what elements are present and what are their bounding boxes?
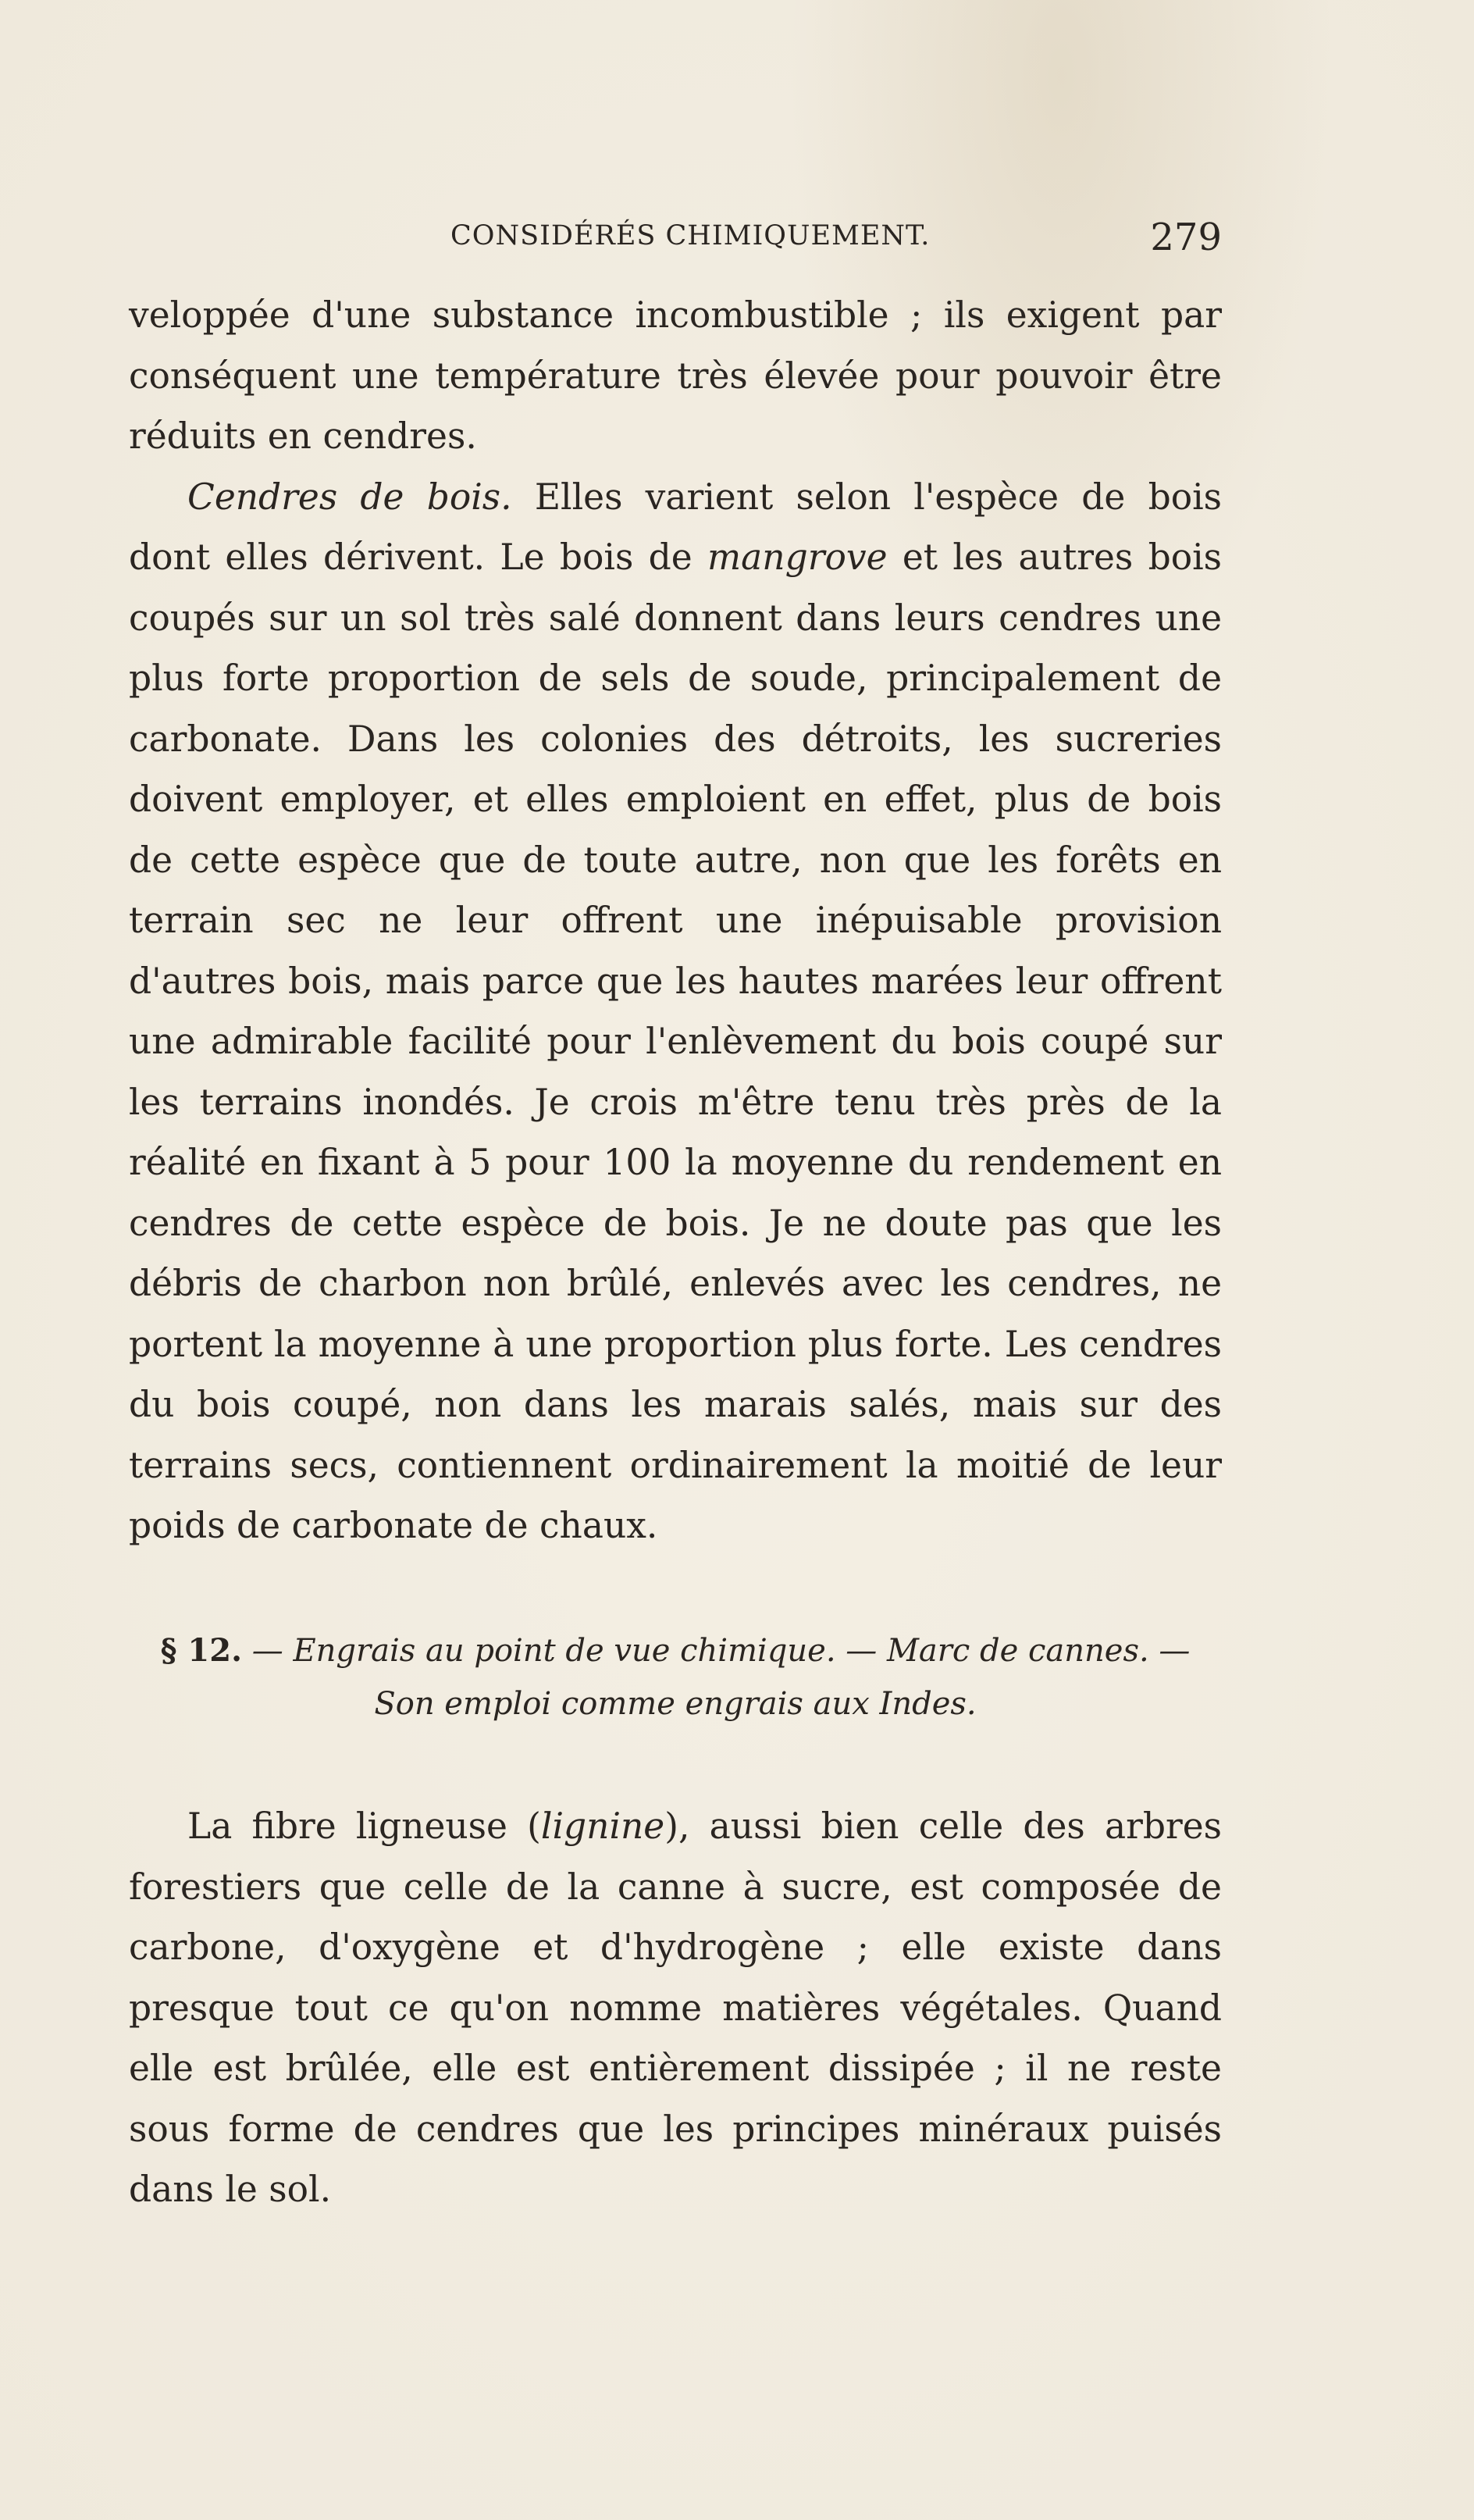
paragraph-lead-term: Cendres de bois. (187, 476, 512, 518)
paragraph-text: Elles varient selon l'espèce de bois dont elles dérivent. Le bois de (129, 476, 1222, 578)
paragraph-wood-ashes (129, 467, 1222, 1556)
section-heading-line-1 (129, 1624, 1222, 1677)
paragraph-lignine (129, 1796, 1222, 2220)
section-title: — Engrais au point de vue chimique. — Marc de cannes. — (242, 1633, 1191, 1669)
section-number: § 12. (160, 1632, 243, 1669)
paragraph-continued: veloppée d'une substance incombustible ; ils exigent par conséquent une température très élevée pour pouvoir être réduits en cendres. (129, 294, 1222, 457)
running-head (129, 216, 1222, 267)
section-heading (129, 1624, 1222, 1730)
text-block-bottom (129, 1796, 1222, 2220)
paragraph-text: La fibre ligneuse ( (187, 1805, 541, 1847)
text-block-top (129, 285, 1222, 1556)
section-heading-line-2: Son emploi comme engrais aux Indes. (374, 1686, 977, 1722)
paragraph-text: ), aussi bien celle des arbres forestiers que celle de la canne à sucre, est composée de carbone, d'oxygène et d'hydrogène ; elle existe dans presque tout ce qu'on nomme matières végétales. Quand elle est brûlée, elle est entièrement dissipée ; il ne reste sous forme de cendres que les principes minéraux puisés dans le sol. (129, 1805, 1222, 2210)
paragraph-text: et les autres bois coupés sur un sol très salé donnent dans leurs cendres une plus forte proportion de sels de soude, principalement de carbonate. Dans les colonies des détroits, les sucreries doivent employer, et elles emploient en effet, plus de bois de cette espèce que de toute autre, non que les forêts en terrain sec ne leur offrent une inépuisable provision d'autres bois, mais parce que les hautes marées leur offrent une admirable facilité pour l'enlèvement du bois coupé sur les terrains inondés. Je crois m'être tenu très près de la réalité en fixant à 5 pour 100 la moyenne du rendement en cendres de cette espèce de bois. Je ne doute pas que les débris de charbon non brûlé, enlevés avec les cendres, ne portent la moyenne à une proportion plus forte. Les cendres du bois coupé, non dans les marais salés, mais sur des terrains secs, contiennent ordinairement la moitié de leur poids de carbonate de chaux. (129, 536, 1222, 1546)
running-title: CONSIDÉRÉS CHIMIQUEMENT. (450, 220, 931, 251)
page-number: 279 (1150, 216, 1222, 259)
italic-term: lignine (540, 1805, 665, 1847)
italic-term: mangrove (707, 536, 888, 578)
